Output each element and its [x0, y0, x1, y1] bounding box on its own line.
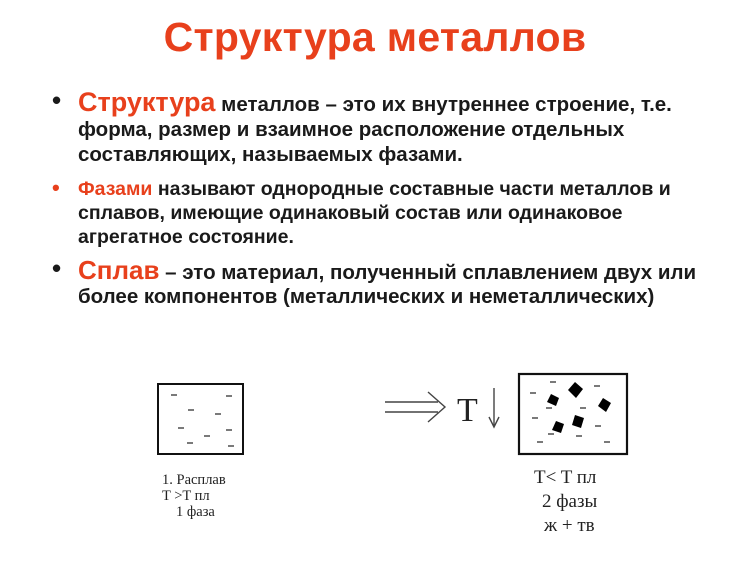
phase-diagram [0, 370, 750, 561]
melt-box [158, 384, 243, 454]
slide-title: Структура металлов [163, 14, 587, 60]
bullet-alloy [52, 253, 732, 309]
bullet-dot: • [52, 175, 60, 200]
bullet-list [52, 85, 732, 309]
two-phase-caption-line: 2 фазы [542, 491, 598, 512]
two-phase-caption [534, 466, 597, 538]
melt-caption-line: T >T пл [162, 488, 210, 504]
bullet-phases [52, 177, 732, 249]
definition-structure: металлов – это их внутреннее строение, т.е. форма, размер и взаимное расположение отдельных составляющих, называемых фазами. [78, 93, 672, 166]
temperature-down-arrow-icon [489, 388, 499, 427]
melt-caption [162, 472, 226, 520]
phase-diagram-drawing [0, 370, 750, 561]
melt-caption-line: 1. Расплав [162, 472, 226, 488]
definition-phases: называют однородные составные части металлов и сплавов, имеющие одинаковый состав или одинаковое агрегатное состояние. [78, 178, 671, 248]
term-alloy: Сплав [78, 255, 160, 285]
bullet-structure [52, 85, 732, 167]
term-phases: Фазами [78, 178, 153, 200]
temperature-label: T [457, 392, 478, 429]
term-structure: Структура [78, 87, 216, 117]
bullet-dot: • [52, 253, 62, 283]
definition-alloy: – это материал, полученный сплавлением двух или более компонентов (металлических и неметаллических) [78, 261, 697, 308]
two-phase-caption-line: T< T пл [534, 467, 597, 488]
melt-caption-line: 1 фаза [176, 504, 215, 520]
transition-arrow-icon [385, 392, 445, 422]
two-phase-caption-line: ж + тв [544, 515, 595, 536]
bullet-dot: • [52, 85, 62, 115]
